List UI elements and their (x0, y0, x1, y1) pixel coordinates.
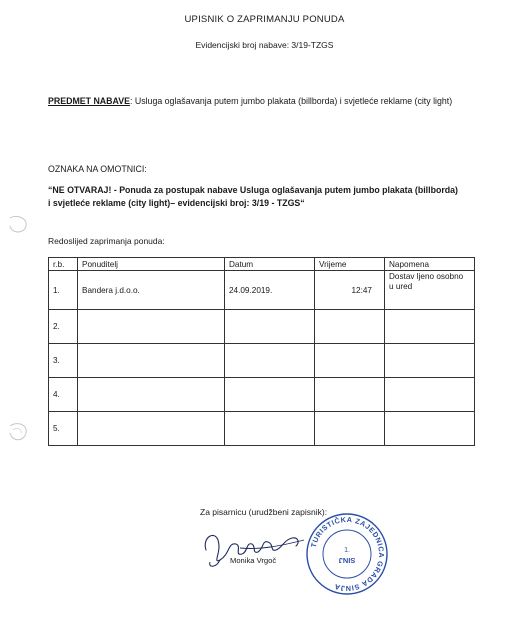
header-napomena: Napomena (385, 258, 475, 271)
document-title: UPISNIK O ZAPRIMANJU PONUDA (184, 14, 345, 25)
envelope-text: “NE OTVARAJ! - Ponuda za postupak nabave Usluga oglašavanja putem jumbo plakata (billborda) i svjetleće reklame (city light)– evidencijski broj: 3/19 - TZGS“ (48, 185, 458, 208)
cell-datum (225, 378, 315, 412)
subject-paragraph (48, 95, 493, 108)
cell-ponuditelj (78, 412, 225, 446)
cell-rb: 4. (49, 378, 78, 412)
signature-label: Za pisarnicu (urudžbeni zapisnik): (200, 507, 328, 517)
order-label: Redoslijed zaprimanja ponuda: (48, 236, 165, 246)
punch-hole-top (6, 212, 32, 238)
subject-label: PREDMET NABAVE (48, 96, 130, 106)
cell-datum (225, 412, 315, 446)
header-ponuditelj: Ponuditelj (78, 258, 225, 271)
envelope-label: OZNAKA NA OMOTNICI: (48, 164, 147, 174)
cell-rb: 1. (49, 271, 78, 310)
stamp-city: SINJ (338, 556, 356, 565)
table-header-row (49, 258, 475, 271)
cell-datum: 24.09.2019. (225, 271, 315, 310)
cell-rb: 3. (49, 344, 78, 378)
stamp-ring-text: TURISTIČKA ZAJEDNICA GRADA SINJA (308, 514, 387, 594)
cell-datum (225, 310, 315, 344)
cell-vrijeme (315, 344, 385, 378)
punch-hole-bottom (6, 418, 32, 446)
cell-napomena (385, 412, 475, 446)
cell-ponuditelj (78, 344, 225, 378)
cell-ponuditelj: Bandera j.d.o.o. (78, 271, 225, 310)
cell-napomena: Dostav ljeno osobno u ured (385, 271, 475, 310)
cell-vrijeme (315, 412, 385, 446)
table-row (49, 344, 475, 378)
table-row (49, 271, 475, 310)
cell-datum (225, 344, 315, 378)
offers-table (48, 257, 475, 446)
table-row (49, 310, 475, 344)
official-stamp (305, 512, 389, 596)
cell-vrijeme (315, 310, 385, 344)
header-rb: r.b. (49, 258, 78, 271)
cell-rb: 2. (49, 310, 78, 344)
cell-rb: 5. (49, 412, 78, 446)
table-row (49, 412, 475, 446)
cell-napomena (385, 310, 475, 344)
subject-text: : Usluga oglašavanja putem jumbo plakata (billborda) i svjetleće reklame (city light) (129, 96, 453, 106)
cell-ponuditelj (78, 310, 225, 344)
table-row (49, 378, 475, 412)
stamp-number: 1. (344, 547, 350, 554)
header-datum: Datum (225, 258, 315, 271)
cell-ponuditelj (78, 378, 225, 412)
signatory-name: Monika Vrgoč (230, 556, 277, 565)
cell-vrijeme (315, 378, 385, 412)
cell-vrijeme: 12:47 (315, 271, 385, 310)
reference-number: Evidencijski broj nabave: 3/19-TZGS (195, 40, 334, 50)
cell-napomena (385, 378, 475, 412)
cell-napomena (385, 344, 475, 378)
header-vrijeme: Vrijeme (315, 258, 385, 271)
